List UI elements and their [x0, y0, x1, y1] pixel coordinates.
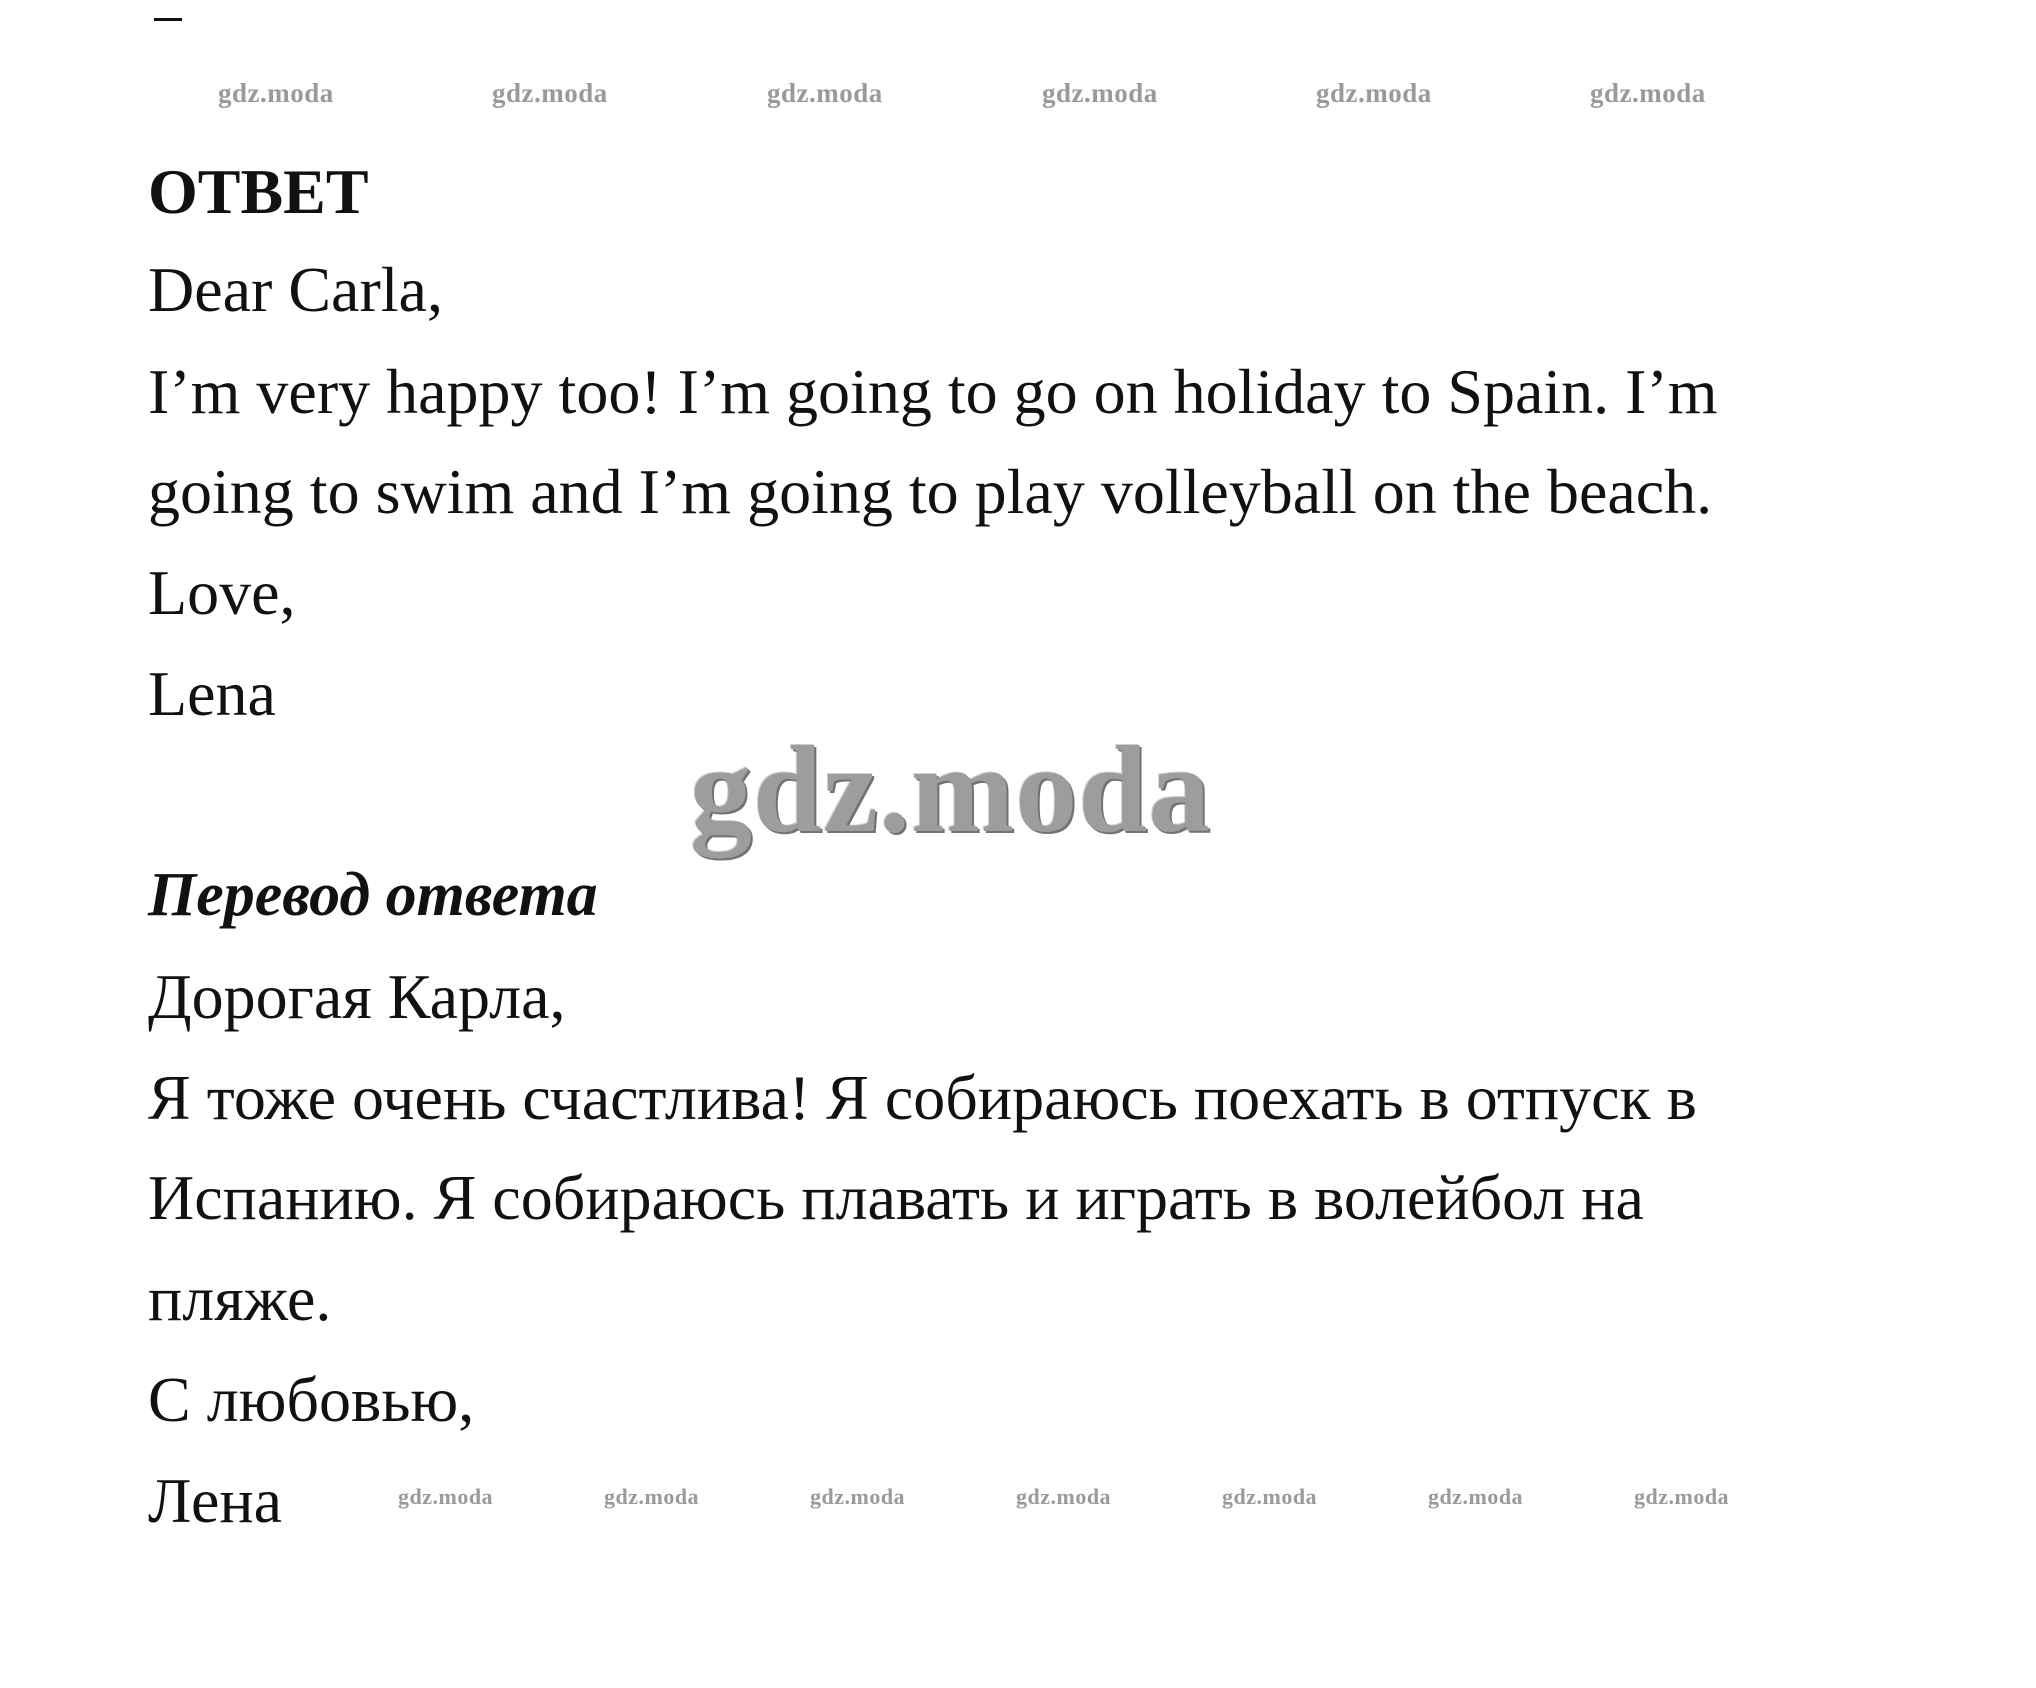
answer-line: going to swim and I’m going to play volleyball on the beach. [148, 456, 1713, 527]
translation-line: пляже. [148, 1263, 332, 1334]
watermark: gdz.moda [1222, 1484, 1318, 1509]
answer-heading: ОТВЕТ [148, 156, 369, 227]
answer-line: Dear Carla, [148, 254, 443, 325]
watermark: gdz.moda [604, 1484, 700, 1509]
watermark: gdz.moda [1042, 78, 1158, 108]
watermark: gdz.moda [1428, 1484, 1524, 1509]
translation-heading: Перевод ответа [148, 861, 598, 929]
translation-line: Испанию. Я собираюсь плавать и играть в волейбол на [148, 1162, 1644, 1233]
translation-line: Лена [148, 1465, 283, 1536]
translation-line: Дорогая Карла, [148, 961, 566, 1032]
watermark: gdz.moda [1634, 1484, 1730, 1509]
watermark: gdz.moda [810, 1484, 906, 1509]
watermark: gdz.moda [218, 78, 334, 108]
watermark: gdz.moda [1316, 78, 1432, 108]
watermark: gdz.moda [1590, 78, 1706, 108]
watermark: gdz.moda [767, 78, 883, 108]
answer-line: I’m very happy too! I’m going to go on holiday to Spain. I’m [148, 356, 1718, 427]
watermark: gdz.moda [492, 78, 608, 108]
answer-line: Love, [148, 557, 296, 628]
translation-line: Я тоже очень счастлива! Я собираюсь поехать в отпуск в [148, 1062, 1697, 1133]
watermark: gdz.moda [398, 1484, 494, 1509]
watermark: gdz.moda [1016, 1484, 1112, 1509]
answer-line: Lena [148, 658, 276, 729]
watermark-large: gdz.moda [690, 721, 1212, 858]
translation-line: С любовью, [148, 1364, 475, 1435]
